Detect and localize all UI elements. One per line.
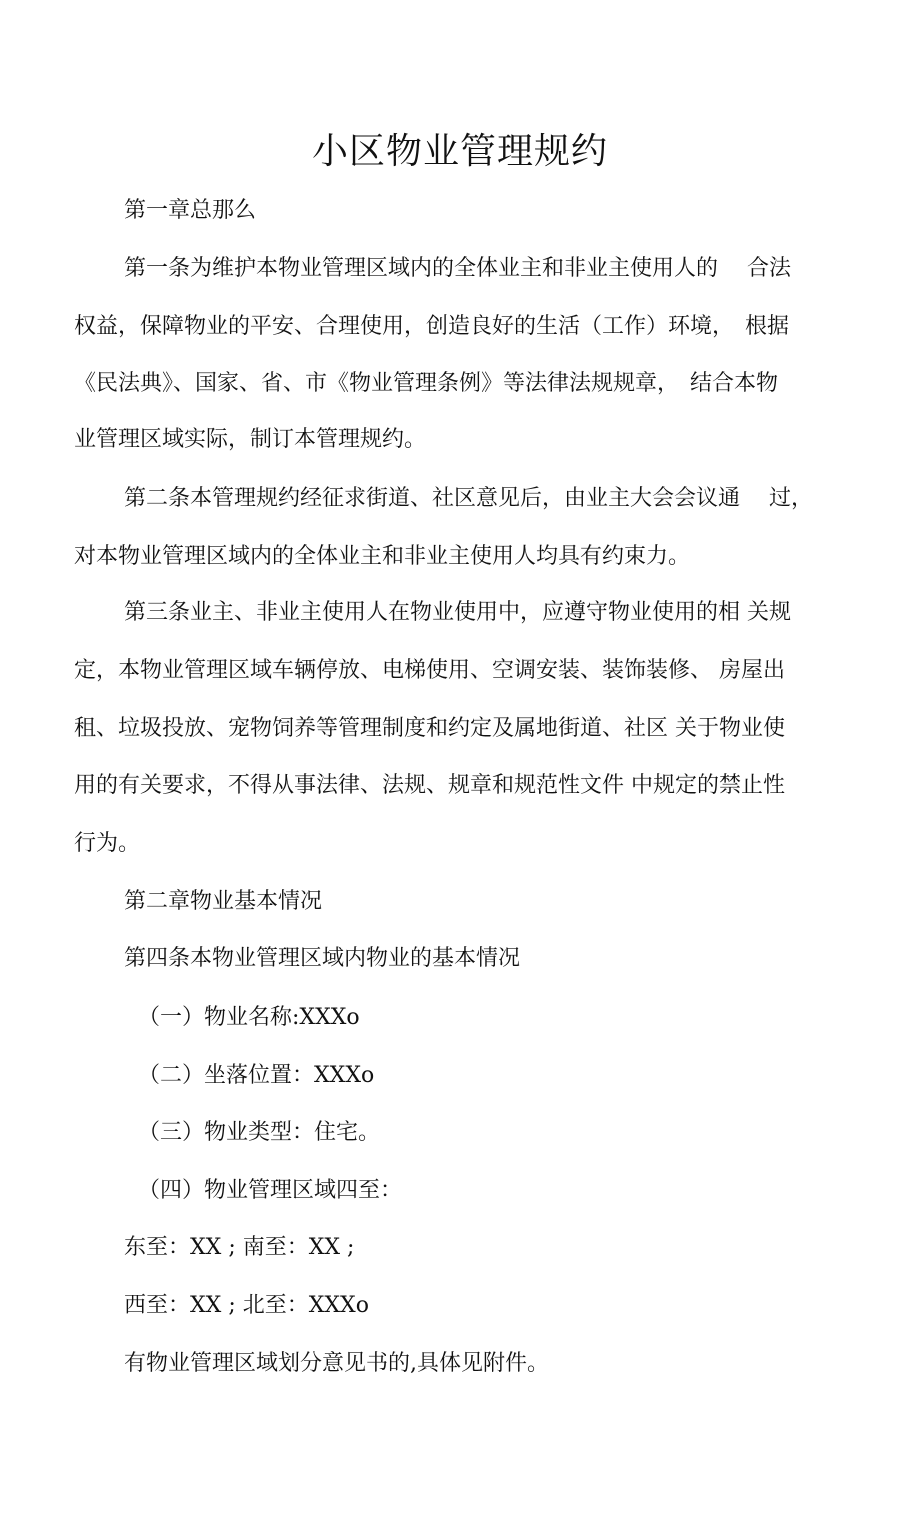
article-1-line-4: 业管理区域实际，制订本管理规约。 xyxy=(74,427,427,452)
article-2-line-1: 第二条本管理规约经征求街道、社区意见后，由业主大会会议通 过， xyxy=(124,486,813,511)
article-4-heading: 第四条本物业管理区域内物业的基本情况 xyxy=(124,946,521,971)
article-3-line-5: 行为。 xyxy=(74,831,141,856)
article-3-line-3: 租、垃圾投放、宠物饲养等管理制度和约定及属地街道、社区 关于物业使 xyxy=(74,716,785,741)
article-3-line-2: 定，本物业管理区域车辆停放、电梯使用、空调安装、装饰装修、 房屋出 xyxy=(74,658,785,683)
closing-note: 有物业管理区域划分意见书的,具体见附件。 xyxy=(124,1351,549,1376)
item-boundaries: （四）物业管理区域四至： xyxy=(138,1178,403,1203)
item-location: （二）坐落位置：XXXo xyxy=(138,1063,375,1088)
item-property-name: （一）物业名称:XXXo xyxy=(138,1005,360,1030)
article-3-line-1: 第三条业主、非业主使用人在物业使用中，应遵守物业使用的相 关规 xyxy=(124,600,791,625)
document-title: 小区物业管理规约 xyxy=(311,131,608,172)
article-1-line-3: 《民法典》、国家、省、市《物业管理条例》等法律法规规章， 结合本物 xyxy=(74,371,779,396)
chapter-heading-1: 第一章总那么 xyxy=(124,198,257,223)
article-1-line-2: 权益，保障物业的平安、合理使用，创造良好的生活（工作）环境， 根据 xyxy=(74,314,790,339)
chapter-heading-2: 第二章物业基本情况 xyxy=(124,889,323,914)
boundary-east-south: 东至：XX ; 南至：XX ; xyxy=(124,1235,355,1260)
item-property-type: （三）物业类型：住宅。 xyxy=(138,1120,381,1145)
article-2-line-2: 对本物业管理区域内的全体业主和非业主使用人均具有约束力。 xyxy=(74,544,691,569)
article-1-line-1: 第一条为维护本物业管理区域内的全体业主和非业主使用人的 合法 xyxy=(124,256,791,281)
article-3-line-4: 用的有关要求，不得从事法律、法规、规章和规范性文件 中规定的禁止性 xyxy=(74,773,785,798)
boundary-west-north: 西至：XX ; 北至：XXXo xyxy=(124,1293,369,1318)
